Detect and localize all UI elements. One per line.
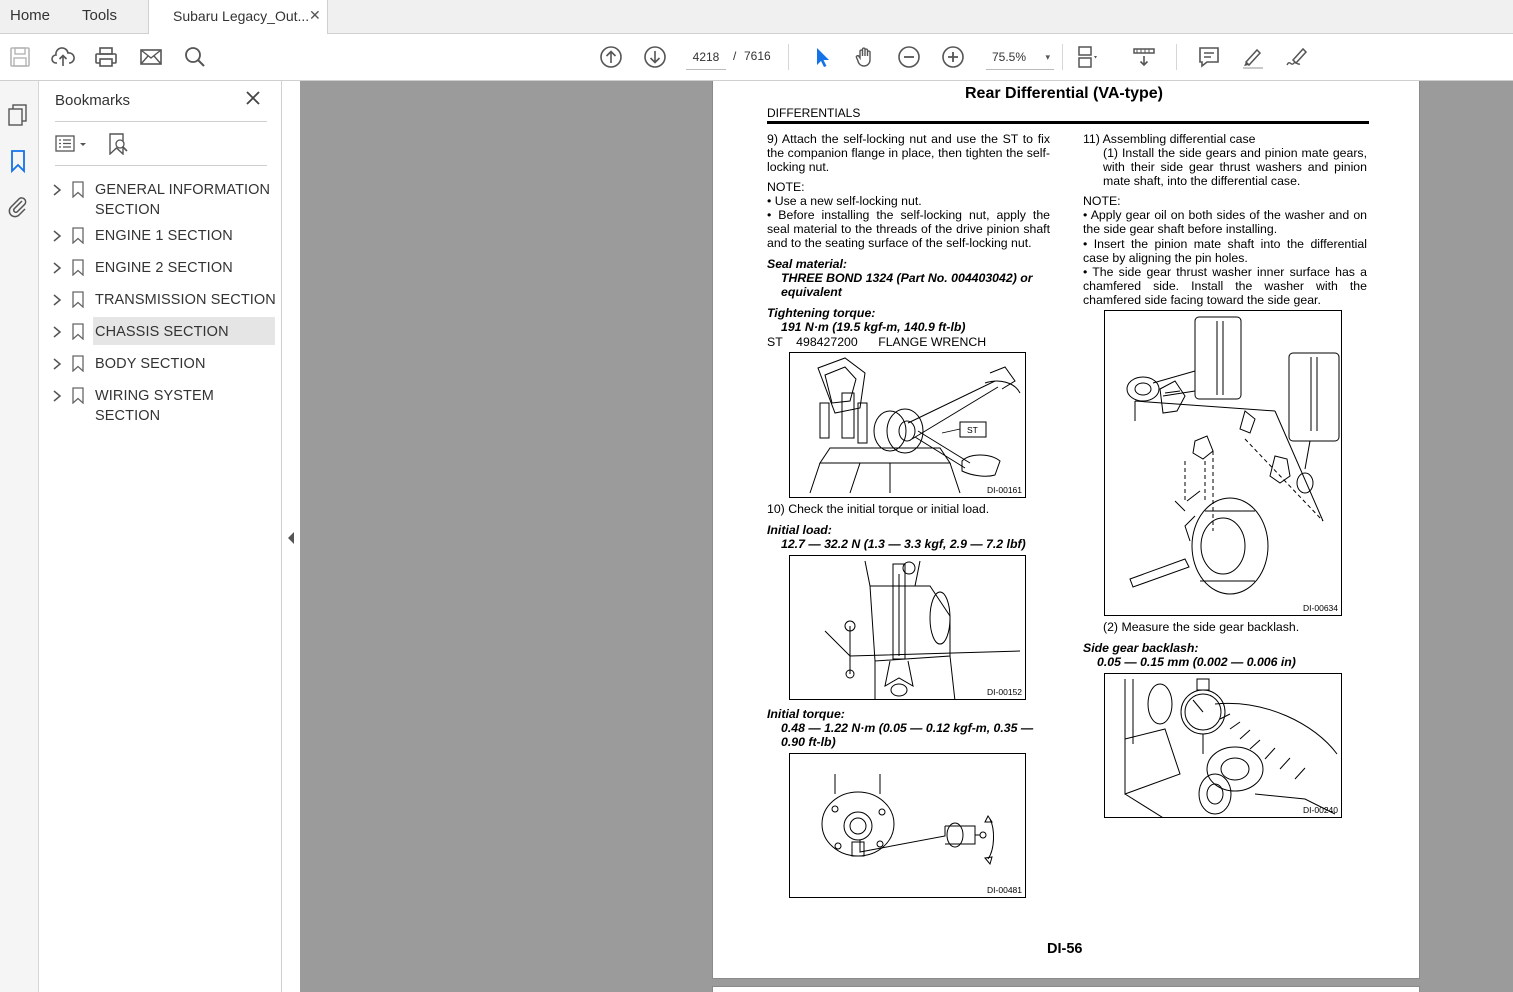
bookmark-options-menu[interactable] [55, 133, 91, 155]
spring-scale-illustration [790, 556, 1026, 700]
bookmark-label: ENGINE 2 SECTION [95, 260, 233, 276]
step-10-text: 10) Check the initial torque or initial load. [767, 502, 990, 516]
bookmark-icon [72, 291, 84, 308]
highlight-pen-icon[interactable] [1241, 45, 1265, 69]
step-9-text: 9) Attach the self-locking nut and use the ST to fix the companion flange in place, then tighten the self-locking nut. [767, 132, 1050, 174]
tab-bar [0, 0, 1513, 34]
bookmark-wiring-system-section[interactable] [39, 386, 282, 424]
bookmark-label: TRANSMISSION SECTION [95, 292, 276, 308]
save-icon[interactable] [8, 45, 32, 69]
header-rule [767, 121, 1369, 124]
zoom-out-icon[interactable] [897, 45, 921, 69]
chevron-right-icon[interactable] [51, 325, 63, 339]
scroll-mode-icon[interactable] [1132, 45, 1156, 69]
bookmark-label: CHASSIS SECTION [95, 324, 229, 340]
spec-label: Initial torque: [767, 707, 845, 721]
page-thumbnails-icon[interactable] [6, 103, 30, 127]
tab-document[interactable] [148, 0, 328, 34]
bookmark-icon [72, 355, 84, 372]
figure-code: DI-00152 [987, 687, 1022, 697]
tab-tools[interactable]: Tools [82, 7, 118, 24]
toolbar-divider [1062, 44, 1063, 70]
sign-icon[interactable] [1285, 45, 1309, 69]
torque-wrench-illustration [790, 754, 1026, 898]
bookmark-label [95, 180, 270, 220]
main-toolbar [0, 34, 1513, 81]
page-title: Rear Differential (VA-type) [965, 85, 1163, 102]
note-label: NOTE: [1083, 194, 1121, 208]
search-zoom-icon[interactable] [183, 45, 207, 69]
special-tool-callout: ST [967, 425, 978, 435]
spec-label: Tightening torque: [767, 306, 876, 320]
bookmark-icon [72, 227, 84, 244]
document-viewer[interactable] [300, 81, 1513, 992]
hand-tool-icon[interactable] [853, 45, 877, 69]
bookmark-chassis-section[interactable] [39, 322, 282, 342]
bookmark-engine-1-section[interactable] [39, 226, 282, 246]
pdf-page [712, 81, 1420, 979]
bookmarks-panel [39, 81, 282, 992]
chevron-right-icon[interactable] [51, 293, 63, 307]
document-tab-title: Subaru Legacy_Out... [173, 8, 310, 24]
bookmark-engine-2-section[interactable] [39, 258, 282, 278]
bookmark-icon [72, 259, 84, 276]
panel-divider [55, 165, 267, 166]
chevron-right-icon[interactable] [51, 357, 63, 371]
page-separator: / [733, 49, 737, 63]
next-pdf-page [712, 986, 1420, 992]
toolbar-divider [1176, 44, 1177, 70]
page-display-icon[interactable] [1076, 45, 1100, 69]
chevron-right-icon[interactable] [51, 389, 63, 403]
note-item: • Insert the pinion mate shaft into the differential case by aligning the pin holes. [1083, 237, 1367, 265]
previous-page-icon[interactable] [599, 45, 623, 69]
attachments-icon[interactable] [6, 194, 30, 218]
bookmark-label: BODY SECTION [95, 356, 206, 372]
next-page-icon[interactable] [643, 45, 667, 69]
chevron-right-icon[interactable] [51, 229, 63, 243]
bookmarks-title: Bookmarks [55, 92, 131, 109]
substep-2-text: (2) Measure the side gear backlash. [1103, 620, 1300, 634]
spec-label: Initial load: [767, 523, 832, 537]
zoom-level-value: 75.5% [992, 50, 1027, 64]
spec-value: 12.7 — 32.2 N (1.3 — 3.3 kgf, 2.9 — 7.2 lbf) [781, 537, 1026, 551]
chevron-down-icon: ▾ [1045, 52, 1050, 62]
chevron-right-icon[interactable] [51, 261, 63, 275]
collapse-panel-icon[interactable] [286, 530, 296, 546]
chevron-right-icon[interactable] [51, 183, 63, 197]
figure-code: DI-00634 [1303, 603, 1338, 613]
bookmark-icon [72, 323, 84, 340]
substep-1-text: (1) Install the side gears and pinion mate gears, with their side gear thrust washers and pinion mate shaft, into the differential case. [1103, 146, 1367, 188]
tab-home[interactable]: Home [10, 7, 51, 24]
bookmark-label-line: SECTION [95, 202, 161, 218]
note-item: • Use a new self-locking nut. [767, 194, 922, 208]
bookmark-label-line: GENERAL INFORMATION [95, 182, 271, 198]
figure-initial-load [789, 555, 1026, 700]
navigation-rail [0, 81, 39, 992]
spec-label: Side gear backlash: [1083, 641, 1199, 655]
spec-value: THREE BOND 1324 (Part No. 004403042) or equivalent [781, 271, 1033, 299]
select-cursor-icon[interactable] [810, 45, 834, 69]
section-header: DIFFERENTIALS [767, 106, 861, 120]
spec-value: 191 N·m (19.5 kgf-m, 140.9 ft-lb) [781, 320, 966, 334]
current-page-input[interactable]: 4218 [686, 44, 726, 70]
step-11-text: 11) Assembling differential case [1083, 132, 1256, 146]
bookmark-label: WIRING SYSTEM SECTION [95, 388, 214, 424]
figure-code: DI-00161 [987, 485, 1022, 495]
close-tab-icon[interactable]: ✕ [309, 7, 321, 23]
spec-value: 0.05 — 0.15 mm (0.002 — 0.006 in) [1097, 655, 1296, 669]
figure-initial-torque [789, 753, 1026, 898]
new-bookmark-icon[interactable] [107, 133, 129, 155]
flange-wrench-illustration [790, 353, 1026, 498]
upload-cloud-icon[interactable] [51, 45, 75, 69]
bookmark-body-section[interactable] [39, 354, 282, 374]
zoom-level-select[interactable] [986, 44, 1054, 70]
note-item: • The side gear thrust washer inner surface has a chamfered side. Install the washer with the chamfered side facing toward the side gear. [1083, 265, 1367, 307]
figure-flange-wrench [789, 352, 1026, 498]
page-number: DI-56 [1047, 941, 1083, 957]
bookmark-general-information-section[interactable] [39, 180, 282, 222]
bookmark-icon [72, 181, 84, 198]
note-item: • Before installing the self-locking nut, apply the seal material to the threads of the drive pinion shaft and to the seating surface of the self-locking nut. [767, 208, 1050, 250]
figure-differential-case-assembly [1104, 310, 1342, 616]
differential-assembly-illustration [1105, 311, 1342, 616]
zoom-in-icon[interactable] [941, 45, 965, 69]
print-icon[interactable] [94, 45, 118, 69]
special-tool-line: ST 498427200 FLANGE WRENCH [767, 335, 987, 349]
figure-code: DI-00240 [1303, 805, 1338, 815]
figure-side-gear-backlash [1104, 673, 1342, 818]
total-pages: 7616 [744, 49, 771, 63]
spec-value: 0.48 — 1.22 N·m (0.05 — 0.12 kgf-m, 0.35 — 0.90 ft-lb) [781, 721, 1034, 749]
note-item: • Apply gear oil on both sides of the washer and on the side gear shaft before installing. [1083, 208, 1367, 236]
toolbar-divider [788, 44, 789, 70]
bookmark-panel-icon[interactable] [6, 149, 30, 173]
note-label: NOTE: [767, 180, 805, 194]
dial-gauge-illustration [1105, 674, 1342, 818]
bookmark-label: ENGINE 1 SECTION [95, 228, 233, 244]
email-icon[interactable] [139, 45, 163, 69]
bookmark-transmission-section[interactable] [39, 290, 282, 310]
spec-label: Seal material: [767, 257, 847, 271]
close-panel-icon[interactable] [244, 89, 262, 107]
comment-icon[interactable] [1197, 45, 1221, 69]
figure-code: DI-00481 [987, 885, 1022, 895]
bookmark-icon [72, 387, 84, 404]
panel-divider [55, 121, 267, 122]
